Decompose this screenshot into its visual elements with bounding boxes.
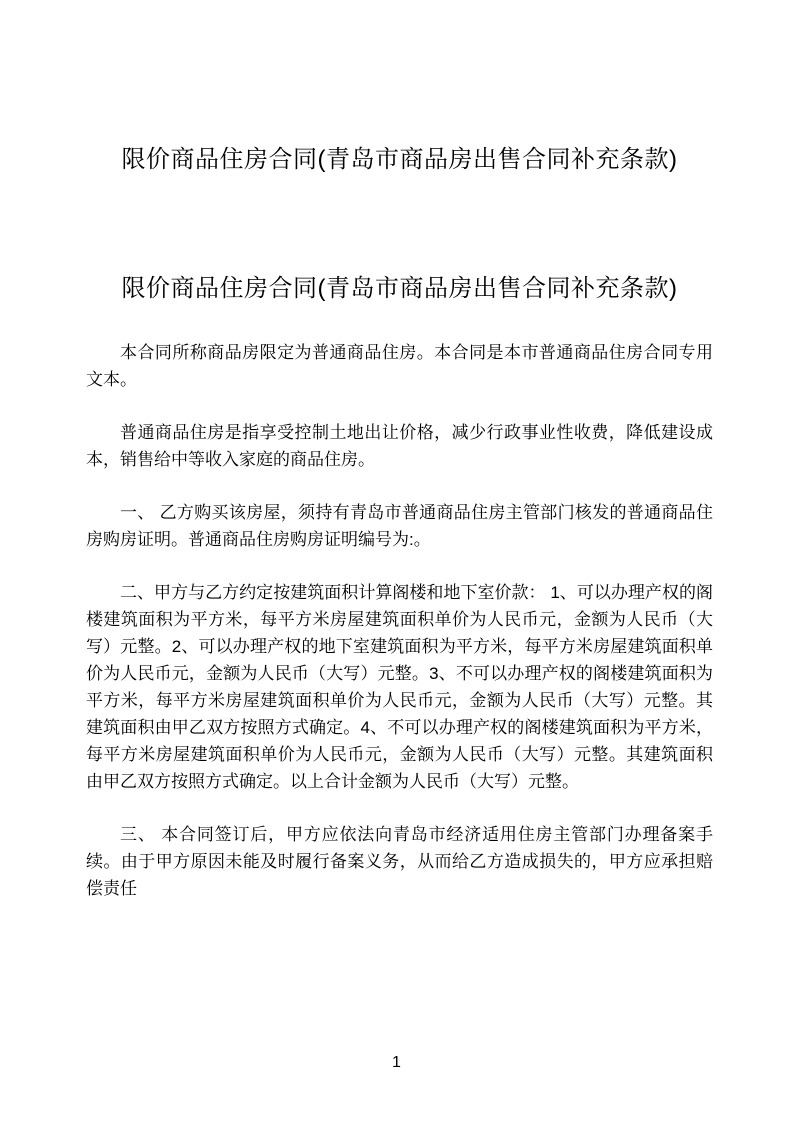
paragraph-clause-two: 二、甲方与乙方约定按建筑面积计算阁楼和地下室价款： 1、可以办理产权的阁楼建筑面积为平方米，每平方米房屋建筑面积单价为人民币元，金额为人民币（大写）元整。2、可以办理产权的地下室建筑面积为平方米，每平方米房屋建筑面积单价为人民币元，金额为人民币（大写）元整。3、不可以办理产权的阁楼建筑面积为平方米，每平方米房屋建筑面积单价为人民币元，金额为人民币（大写）元整。其建筑面积由甲乙双方按照方式确定。4、不可以办理产权的阁楼建筑面积为平方米，每平方米房屋建筑面积单价为人民币元，金额为人民币（大写）元整。其建筑面积由甲乙双方按照方式确定。以上合计金额为人民币（大写）元整。 bbox=[86, 583, 713, 791]
paragraph-clause-one: 一、 乙方购买该房屋，须持有青岛市普通商品住房主管部门核发的普通商品住房购房证明。普通商品住房购房证明编号为:。 bbox=[86, 503, 713, 549]
document-title: 限价商品住房合同(青岛市商品房出售合同补充条款) bbox=[121, 146, 678, 173]
page-number: 1 bbox=[392, 1054, 401, 1071]
document-body-title: 限价商品住房合同(青岛市商品房出售合同补充条款) bbox=[121, 275, 678, 302]
document-body bbox=[86, 339, 713, 902]
paragraph-definition: 普通商品住房是指享受控制土地出让价格，减少行政事业性收费，降低建设成本，销售给中等收入家庭的商品住房。 bbox=[86, 423, 713, 469]
paragraph-clause-three: 三、 本合同签订后，甲方应依法向青岛市经济适用住房主管部门办理备案手续。由于甲方原因未能及时履行备案义务，从而给乙方造成损失的，甲方应承担赔偿责任 bbox=[86, 825, 713, 898]
paragraph-scope: 本合同所称商品房限定为普通商品住房。本合同是本市普通商品住房合同专用文本。 bbox=[86, 343, 713, 389]
